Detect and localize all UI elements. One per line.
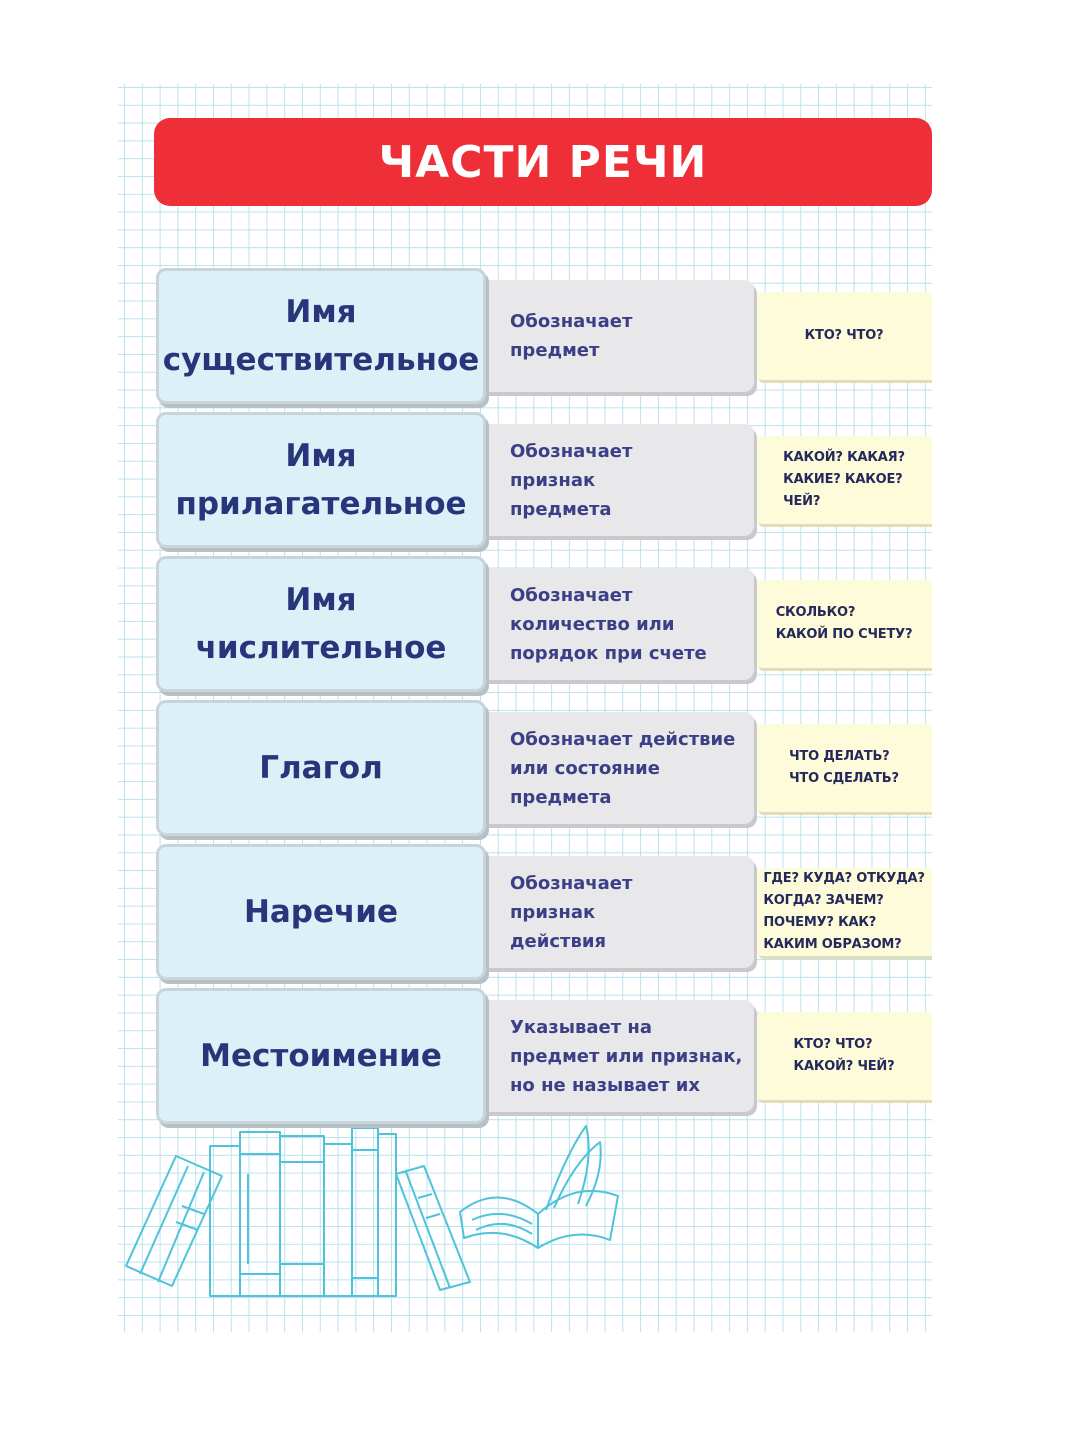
- part-of-speech-box: [156, 700, 486, 836]
- questions-box: [756, 1012, 932, 1100]
- description-text: Обозначает признак действия: [510, 872, 633, 952]
- description-text: Указывает на предмет или признак, но не называет их: [510, 1016, 743, 1096]
- description-text: Обозначает действие или состояние предмета: [510, 728, 736, 808]
- description-box: [482, 856, 754, 968]
- part-of-speech-box: [156, 556, 486, 692]
- description-text: Обозначает предмет: [510, 311, 633, 361]
- open-book-icon: [460, 1126, 618, 1248]
- questions-text: СКОЛЬКО? КАКОЙ ПО СЧЕТУ?: [775, 605, 913, 642]
- row-numeral: [156, 556, 932, 692]
- row-adjective: [156, 412, 932, 548]
- row-adverb: [156, 844, 932, 980]
- description-box: [482, 1000, 754, 1112]
- description-text: Обозначает количество или порядок при счете: [510, 584, 707, 664]
- title-banner: [154, 118, 932, 206]
- questions-text: КАКОЙ? КАКАЯ? КАКИЕ? КАКОЕ? ЧЕЙ?: [783, 450, 905, 509]
- row-pronoun: [156, 988, 932, 1124]
- questions-box: [756, 436, 932, 524]
- questions-text: ЧТО ДЕЛАТЬ? ЧТО СДЕЛАТЬ?: [789, 749, 899, 786]
- part-of-speech-name: Наречие: [243, 894, 399, 930]
- row-noun: [156, 268, 932, 404]
- questions-text: ГДЕ? КУДА? ОТКУДА? КОГДА? ЗАЧЕМ? ПОЧЕМУ? КАК? КАКИМ ОБРАЗОМ?: [763, 871, 925, 952]
- questions-box: [756, 868, 932, 956]
- description-text: Обозначает признак предмета: [510, 440, 633, 520]
- part-of-speech-name: Имя существительное: [162, 294, 480, 378]
- description-box: [482, 424, 754, 536]
- leaning-book-icon: [126, 1156, 222, 1286]
- part-of-speech-name: Местоимение: [200, 1038, 442, 1074]
- part-of-speech-box: [156, 988, 486, 1124]
- part-of-speech-name: Имя прилагательное: [175, 438, 467, 522]
- description-box: [482, 568, 754, 680]
- part-of-speech-name: Имя числительное: [195, 582, 447, 666]
- questions-box: [756, 580, 932, 668]
- standing-books-icon: [210, 1128, 396, 1296]
- questions-text: КТО? ЧТО?: [804, 328, 884, 343]
- poster: [118, 84, 932, 1332]
- questions-text: КТО? ЧТО? КАКОЙ? ЧЕЙ?: [793, 1037, 895, 1074]
- questions-box: [756, 292, 932, 380]
- small-book-icon: [396, 1166, 470, 1290]
- part-of-speech-name: Глагол: [259, 750, 383, 786]
- page-title: ЧАСТИ РЕЧИ: [378, 136, 708, 188]
- part-of-speech-box: [156, 844, 486, 980]
- part-of-speech-box: [156, 412, 486, 548]
- questions-box: [756, 724, 932, 812]
- row-verb: [156, 700, 932, 836]
- description-box: [482, 712, 754, 824]
- books-illustration: [118, 1114, 678, 1314]
- part-of-speech-box: [156, 268, 486, 404]
- description-box: [482, 280, 754, 392]
